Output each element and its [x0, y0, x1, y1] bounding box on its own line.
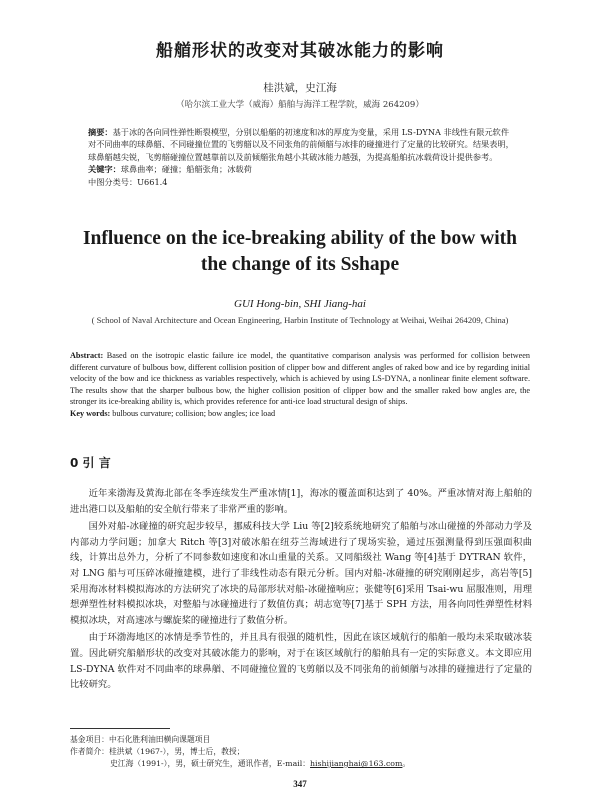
chinese-abstract-block — [88, 126, 516, 188]
english-keywords-label: Key words: — [70, 408, 111, 418]
page-number: 347 — [293, 779, 307, 789]
footnote-author-2 — [70, 758, 530, 770]
footnotes — [70, 734, 530, 770]
footnote-author-1: 作者简介：桂洪斌（1967-），男，博士后，教授； — [70, 747, 245, 756]
footnote-author-2-text: 史江海（1991-），男，硕士研究生，通讯作者，E-mail： — [110, 759, 311, 768]
introduction-body — [70, 486, 532, 695]
chinese-authors: 桂洪斌，史江海 — [263, 82, 337, 94]
body-paragraph: 由于环渤海地区的冰情是季节性的，并且具有很强的随机性，因此在该区域航行的船舶一般均未采取破冰装置。因此研究船艏形状的改变对其破冰能力的影响，对于在该区域航行的船舶具有一定的实际意义。本文即应用 LS-DYNA 软件对不同曲率的球鼻艏、不同碰撞位置的飞剪艏以及不同张角的前倾艏与冰排的碰撞进行了定量的比较研究。 — [70, 632, 532, 691]
english-keywords — [70, 408, 530, 420]
english-affiliation: ( School of Naval Architecture and Ocean Engineering, Harbin Institute of Technology at Weihai, Weihai 264209, China) — [91, 315, 509, 325]
chinese-clc-code: U661.4 — [137, 176, 168, 187]
footnote-divider — [70, 728, 170, 729]
chinese-keywords-label: 关键字： — [88, 164, 121, 175]
chinese-affiliation: （哈尔滨工业大学（威海）船舶与海洋工程学院，威海 264209） — [176, 100, 424, 110]
body-paragraph: 近年来渤海及黄海北部在冬季连续发生严重冰情[1]，海冰的覆盖面积达到了 40%。严重冰情对海上船舶的进出港口以及船舶的安全航行带来了非常严重的影响。 — [70, 488, 532, 515]
chinese-title: 船艏形状的改变对其破冰能力的影响 — [156, 41, 444, 61]
chinese-keywords-text: 球鼻曲率；碰撞；船艏张角；冰载荷 — [120, 164, 252, 175]
english-authors: GUI Hong-bin, SHI Jiang-hai — [234, 298, 366, 310]
english-keywords-text: bulbous curvature; collision; bow angles; ice load — [112, 408, 276, 418]
body-paragraph: 国外对船-冰碰撞的研究起步较早，挪威科技大学 Liu 等[2]较系统地研究了船舶与冰山碰撞的外部动力学及内部动力学问题；加拿大 Ritch 等[3]对破冰船在纽芬兰海域进行了现场实验，通过压强测量得到压强面积曲线，计算出总外力，分析了不同参数如速度和冰山重量的关系。又同船级社 Wang 等[4]基于 DYTRAN 软件，对 LNG 船与可压碎冰碰撞建模，进行了非线性动态有限元分析。国内对船-冰碰撞的研究刚刚起步，高岩等[5]采用海冰材料模拟海冰的方法研究了冰块的局部形状对船-冰碰撞响应；张健等[6]采用 Tsai-wu 屈服准则，用理想弹塑性材料模拟冰块，对整船与冰碰撞进行了数值仿真；胡志宽等[7]基于 SPH 方法，用各向同性弹塑性材料模拟冰块，对高速冰与螺旋桨的碰撞进行了数值分析。 — [70, 521, 532, 626]
chinese-abstract-label: 摘要： — [88, 127, 113, 137]
english-abstract-text: Based on the isotropic elastic failure ice model, the quantitative comparison analysis was performed for collision between different curvature of bulbous bow, different collision position of clipper bow and different angles of raked bow and ice by regarding initial velocity of the bow and ice thickness as variables respectively, which is achieved by using LS-DYNA, a nonlinear finite element software. The results show that the sharper bulbous bow, the higher collision position of clipper bow and the smaller raked bow angles are, the stronger its ice-breaking ability is, which provides reference for anti-ice load structural design of ships. — [70, 351, 530, 407]
chinese-keywords — [88, 163, 516, 175]
section-heading-introduction: 0 引 言 — [70, 456, 111, 470]
english-abstract — [70, 350, 530, 408]
chinese-clc-label: 中图分类号： — [88, 176, 138, 187]
english-abstract-label: Abstract: — [70, 351, 104, 360]
english-abstract-block — [70, 350, 530, 420]
chinese-clc — [88, 176, 516, 188]
footnote-fund: 基金项目：中石化胜利油田横向课题项目 — [70, 735, 211, 744]
english-title — [0, 226, 600, 278]
chinese-abstract — [88, 126, 516, 163]
author-email-link[interactable]: hishijianghai@163.com — [310, 759, 403, 768]
english-title-line-1: Influence on the ice-breaking ability of the bow with — [82, 228, 518, 249]
english-title-line-2: the change of its Sshape — [200, 254, 400, 275]
footnote-author-2-end: 。 — [402, 759, 411, 768]
chinese-abstract-text: 基于冰的各向同性弹性断裂模型，分别以船艏的初速度和冰的厚度为变量，采用 LS-DYNA 非线性有限元软件对不同曲率的球鼻艏、不同碰撞位置的飞剪艏以及不同张角的前倾艏与冰排的碰撞进行了定量的比较研究。结果表明，球鼻艏越尖锐，飞剪艏碰撞位置越靠前以及前倾艏张角越小其破冰能力越强，为提高船舶抗冰载荷设计提供参考。 — [88, 127, 514, 162]
